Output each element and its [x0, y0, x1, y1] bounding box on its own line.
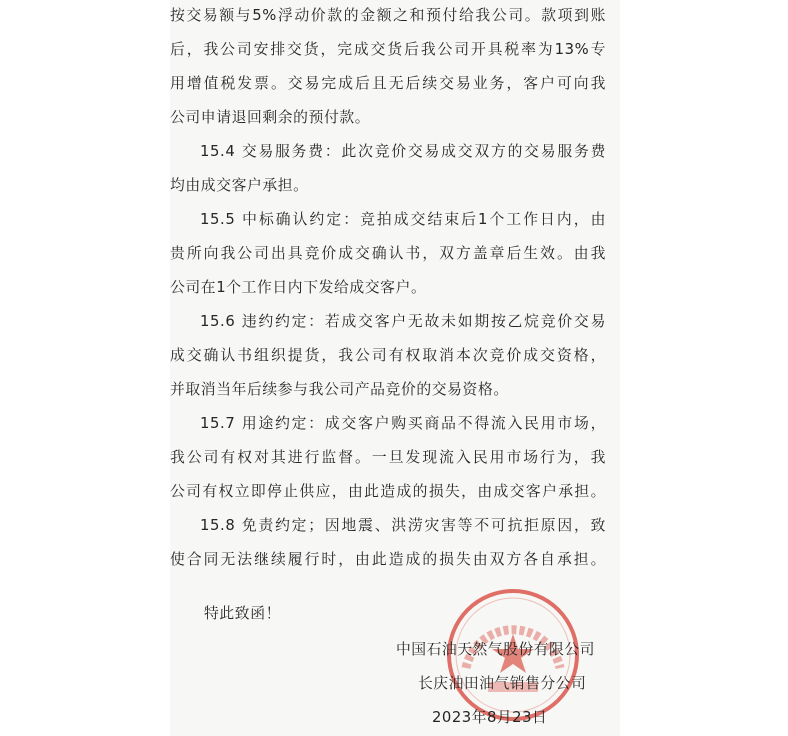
paragraph-line: 均由成交客户承担。	[170, 177, 309, 194]
paragraph-line: 按交易额与5%浮动价款的金额之和预付给我公司。款项到账	[170, 7, 606, 24]
paragraph-line: 并取消当年后续参与我公司产品竞价的交易资格。	[170, 381, 509, 398]
paragraph-line: 公司有权立即停止供应，由此造成的损失，由成交客户承担。	[170, 483, 606, 500]
paragraph-line: 使合同无法继续履行时，由此造成的损失由双方各自承担。	[170, 551, 606, 568]
paragraph-line: 成交确认书组织提货，我公司有权取消本次竞价成交资格，	[170, 347, 606, 364]
paragraph-line: 公司申请退回剩余的预付款。	[170, 109, 371, 126]
clause-heading-line: 15.7 用途约定：成交客户购买商品不得流入民用市场，	[200, 415, 606, 432]
clause-heading-line: 15.8 免责约定；因地震、洪涝灾害等不可抗拒原因，致	[200, 517, 606, 534]
issuer-branch: 长庆油田油气销售分公司	[418, 675, 587, 692]
clause-heading-line: 15.5 中标确认约定：竞拍成交结束后1个工作日内，由	[200, 211, 606, 228]
issue-date: 2023年8月23日	[432, 709, 548, 726]
clause-heading-line: 15.6 违约约定：若成交客户无故未如期按乙烷竞价交易	[200, 313, 606, 330]
issuer-company: 中国石油天然气股份有限公司	[396, 641, 595, 658]
paragraph-line: 我公司有权对其进行监督。一旦发现流入民用市场行为，我	[170, 449, 606, 466]
letter-page	[170, 0, 620, 736]
paragraph-line: 公司在1个工作日内下发给成交客户。	[170, 279, 427, 296]
paragraph-line: 贵所向我公司出具竞价成交确认书，双方盖章后生效。由我	[170, 245, 606, 262]
paragraph-line: 后，我公司安排交货，完成交货后我公司开具税率为13%专	[170, 41, 606, 58]
paragraph-line: 用增值税发票。交易完成后且无后续交易业务，客户可向我	[170, 75, 606, 92]
clause-heading-line: 15.4 交易服务费：此次竞价交易成交双方的交易服务费	[200, 143, 606, 160]
closing-remark: 特此致函！	[204, 605, 281, 622]
